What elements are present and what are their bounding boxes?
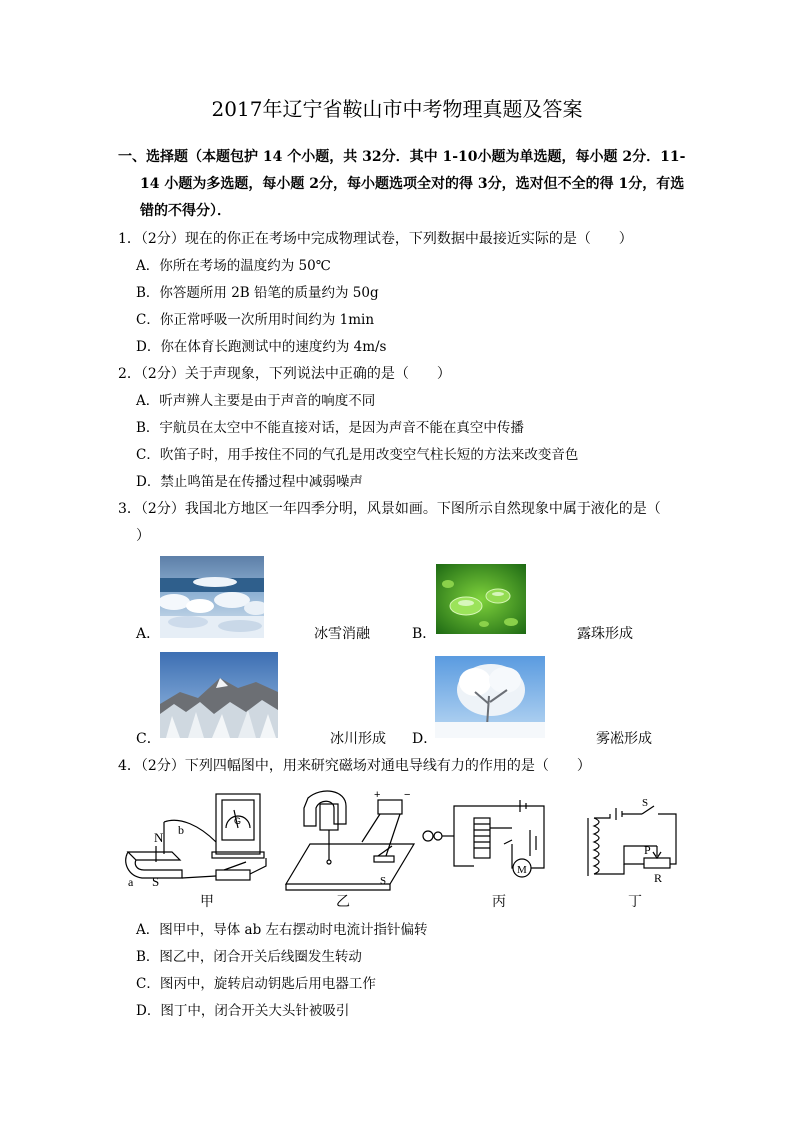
option-c-caption: 冰川形成 [330, 731, 386, 747]
figure-label-ding: 丁 [628, 894, 642, 910]
jia-label-n: N [154, 830, 164, 845]
section-1-line-1: 一、选择题（本题包护 14 个小题，共 32分．其中 1-10小题为单选题，每小题 2分．11- [118, 149, 686, 165]
option-a-caption: 冰雪消融 [314, 626, 370, 642]
jia-label-s: S [152, 874, 160, 889]
question-2-option-c: C．吹笛子时，用手按住不同的气孔是用改变空气柱长短的方法来改变音色 [136, 447, 579, 463]
option-c-letter: C． [136, 731, 161, 747]
option-b-letter: B． [412, 626, 437, 642]
question-3-stem-line-2: ） [136, 528, 150, 544]
diagram-bing-relay [420, 796, 560, 884]
photo-melting-snow [160, 556, 264, 638]
option-d-caption: 雾凇形成 [596, 731, 652, 747]
yi-plus-sign: + [374, 789, 381, 801]
option-d-letter: D． [412, 731, 438, 747]
diagram-ding-electromagnet [580, 796, 690, 888]
page-title: 2017年辽宁省鞍山市中考物理真题及答案 [211, 97, 583, 121]
photo-glacier [160, 652, 278, 738]
question-4-option-d: D．图丁中，闭合开关大头针被吸引 [136, 1003, 350, 1019]
option-a-letter: A． [136, 626, 161, 642]
figure-label-yi: 乙 [336, 894, 350, 910]
figure-label-jia: 甲 [200, 894, 214, 910]
question-2-option-d: D．禁止鸣笛是在传播过程中减弱噪声 [136, 474, 363, 490]
photo-rime-tree [435, 656, 545, 738]
yi-minus-sign: − [404, 789, 411, 801]
photo-dew-drops [436, 564, 526, 634]
question-1-option-d: D．你在体育长跑测试中的速度约为 4m/s [136, 339, 387, 355]
diagram-jia-induction [120, 786, 280, 892]
section-1-line-2: 14 小题为多选题，每小题 2分，每小题选项全对的得 3分，选对但不全的得 1分，有选 [140, 176, 685, 192]
question-1-option-c: C．你正常呼吸一次所用时间约为 1min [136, 312, 375, 328]
question-4-option-c: C．图丙中，旋转启动钥匙后用电器工作 [136, 976, 376, 992]
jia-label-a: a [128, 875, 134, 889]
question-1-option-b: B．你答题所用 2B 铅笔的质量约为 50g [136, 285, 379, 301]
question-4-stem: 4．（2分）下列四幅图中，用来研究磁场对通电导线有力的作用的是（ ） [118, 758, 591, 774]
figure-label-bing: 丙 [492, 894, 506, 910]
question-1-option-a: A．你所在考场的温度约为 50℃ [136, 258, 331, 274]
question-2-option-b: B．宇航员在太空中不能直接对话，是因为声音不能在真空中传播 [136, 420, 524, 436]
ding-label-s: S [642, 797, 649, 809]
question-2-stem: 2．（2分）关于声现象，下列说法中正确的是（ ） [118, 366, 451, 382]
jia-label-g: G [234, 816, 242, 826]
jia-label-b: b [178, 823, 184, 837]
question-1-stem: 1．（2分）现在的你正在考场中完成物理试卷，下列数据中最接近实际的是（ ） [118, 231, 633, 247]
ding-label-p: P [644, 843, 651, 857]
diagram-yi-motor [282, 786, 422, 892]
question-3-stem-line-1: 3．（2分）我国北方地区一年四季分明，风景如画。下图所示自然现象中属于液化的是（ [118, 501, 661, 517]
option-b-caption: 露珠形成 [577, 626, 633, 642]
section-1-line-3: 错的不得分）． [140, 203, 231, 219]
ding-label-r: R [654, 871, 663, 885]
question-4-option-b: B．图乙中，闭合开关后线圈发生转动 [136, 949, 362, 965]
bing-motor-m: M [517, 864, 527, 876]
question-4-option-a: A．图甲中，导体 ab 左右摆动时电流计指针偏转 [136, 922, 428, 938]
question-2-option-a: A．听声辨人主要是由于声音的响度不同 [136, 393, 376, 409]
yi-label-s: S [380, 875, 387, 887]
